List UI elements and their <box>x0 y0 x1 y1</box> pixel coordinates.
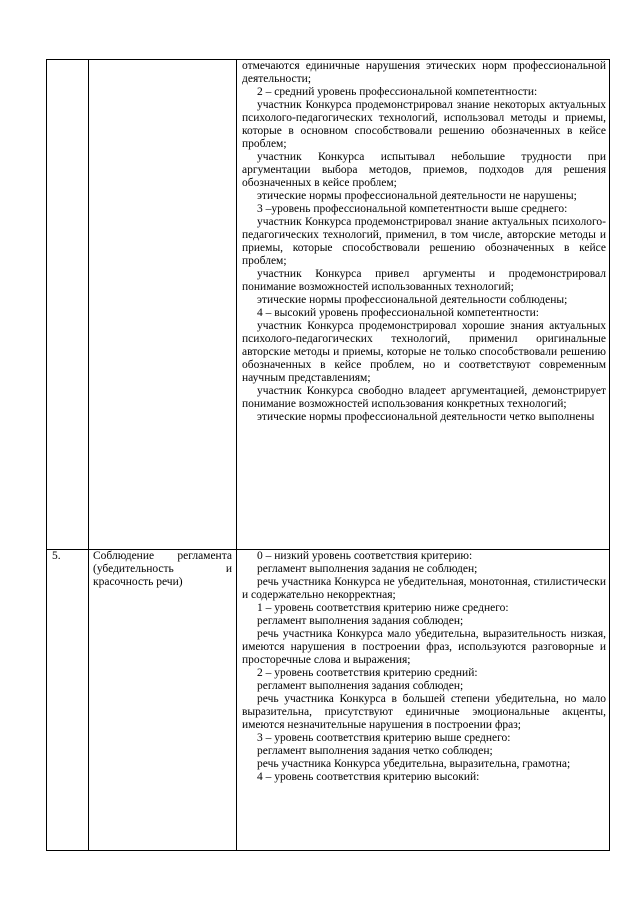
row-number-cell <box>47 60 89 550</box>
description-cell <box>237 60 610 550</box>
description-paragraph: участник Конкурса привел аргументы и продемонстрировал понимание возможностей использованных технологий; <box>242 268 606 293</box>
description-paragraph: участник Конкурса продемонстрировал знание некоторых актуальных психолого-педагогических технологий, использовал методы и приемы, которые в основном способствовали решению обозначенных в кейсе проблем; <box>242 99 606 150</box>
description-paragraph: этические нормы профессиональной деятельности четко выполнены <box>257 411 595 423</box>
description-paragraph: регламент выполнения задания четко соблюден; <box>257 745 493 757</box>
description-paragraph: 0 – низкий уровень соответствия критерию: <box>257 550 473 562</box>
description-paragraph: речь участника Конкурса убедительна, выразительна, грамотна; <box>257 758 571 770</box>
description-paragraph: этические нормы профессиональной деятельности не нарушены; <box>257 190 577 202</box>
table-row <box>47 60 610 550</box>
criterion-title-line: (убедительность и <box>93 563 232 575</box>
description-paragraph: речь участника Конкурса мало убедительна, выразительность низкая, имеются нарушения в построении фраз, используются разговорные и просторечные слова и выражения; <box>242 628 606 666</box>
description-paragraph: 4 – уровень соответствия критерию высокий: <box>257 771 480 783</box>
row-number-cell: 5. <box>47 550 89 851</box>
description-paragraph: речь участника Конкурса в большей степени убедительна, но мало выразительна, присутствуют единичные эмоциональные акценты, имеются незначительные нарушения в построении фраз; <box>242 693 606 731</box>
criterion-title-line: красочность речи) <box>93 576 183 588</box>
description-paragraph: речь участника Конкурса не убедительная, монотонная, стилистически и содержательно некорректная; <box>242 576 606 601</box>
criterion-title-line: Соблюдение регламента <box>93 550 232 562</box>
description-paragraph: участник Конкурса продемонстрировал знание актуальных психолого-педагогических технологий, применил, в том числе, авторские методы и приемы, которые способствовали решению обозначенных в кейсе проблем; <box>242 216 606 267</box>
description-paragraph: участник Конкурса продемонстрировал хорошие знания актуальных психолого-педагогических технологий, применил оригинальные авторские методы и приемы, которые не только способствовали решению обозначенных в кейсе проблем, но и соответствуют современным научным представлениям; <box>242 320 606 384</box>
description-paragraph: 1 – уровень соответствия критерию ниже среднего: <box>257 602 509 614</box>
description-paragraph: участник Конкурса испытывал небольшие трудности при аргументации выбора методов, приемов, подходов для решения обозначенных в кейсе проблем; <box>242 151 606 189</box>
description-paragraph: регламент выполнения задания соблюден; <box>257 615 464 627</box>
description-paragraph: регламент выполнения задания соблюден; <box>257 680 464 692</box>
criterion-cell <box>89 60 237 550</box>
description-paragraph: 3 – уровень соответствия критерию выше среднего: <box>257 732 511 744</box>
description-paragraph: этические нормы профессиональной деятельности соблюдены; <box>257 294 568 306</box>
description-paragraph: регламент выполнения задания не соблюден; <box>257 563 478 575</box>
description-paragraph: 2 – уровень соответствия критерию средний: <box>257 667 478 679</box>
description-paragraph: участник Конкурса свободно владеет аргументацией, демонстрирует понимание возможностей использования конкретных технологий; <box>242 385 606 410</box>
criterion-cell <box>89 550 237 851</box>
description-cell <box>237 550 610 851</box>
description-paragraph: 2 – средний уровень профессиональной компетентности: <box>257 86 538 98</box>
description-paragraph: отмечаются единичные нарушения этических норм профессиональной деятельности; <box>242 60 606 85</box>
table-row <box>47 550 610 851</box>
description-paragraph: 3 –уровень профессиональной компетентности выше среднего: <box>257 203 568 215</box>
criteria-table <box>46 59 610 851</box>
description-paragraph: 4 – высокий уровень профессиональной компетентности: <box>257 307 539 319</box>
